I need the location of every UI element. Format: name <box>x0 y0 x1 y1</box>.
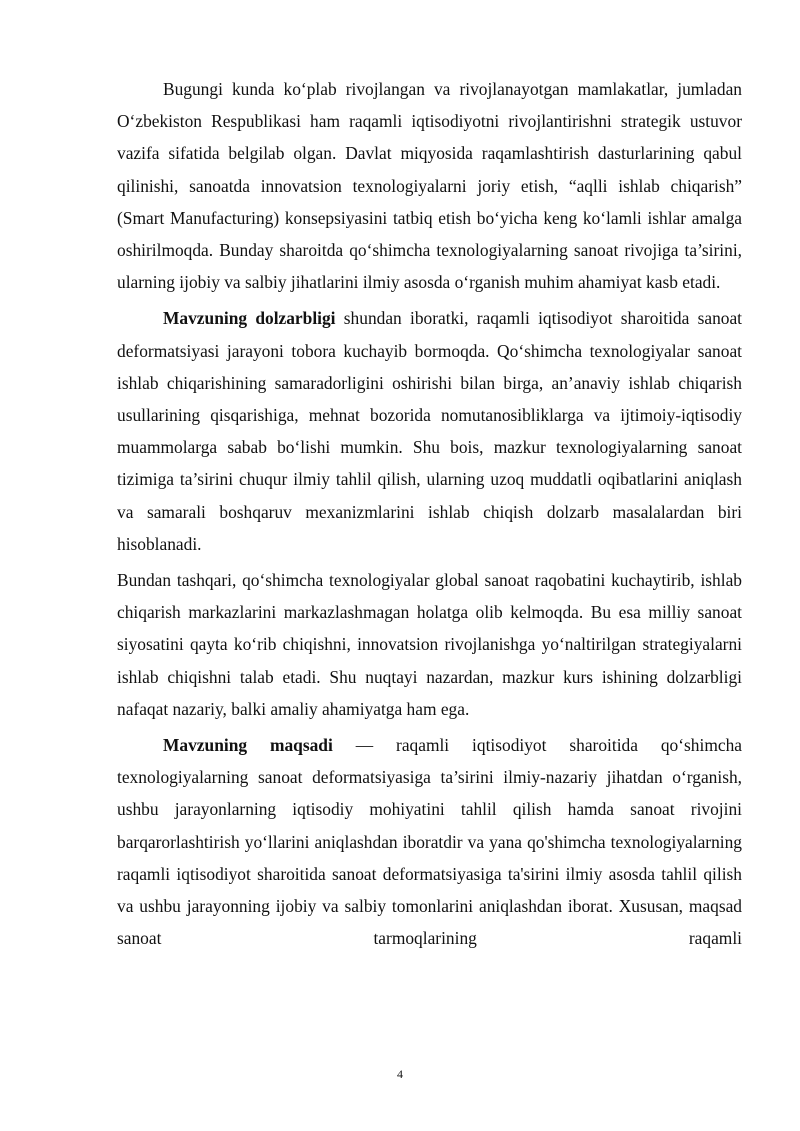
paragraph-intro-text: Bugungi kunda ko‘plab rivojlangan va rivojlanayotgan mamlakatlar, jumladan O‘zbekiston Respublikasi ham raqamli iqtisodiyotni rivojlantirishni strategik ustuvor vazifa sifatida belgilab olgan. Davlat miqyosida raqamlashtirish dasturlarining qabul qilinishi, sanoatda innovatsion texnologiyalarni joriy etish, “aqlli ishlab chiqarish” (Smart Manufacturing) konsepsiyasini tatbiq etish bo‘yicha keng ko‘lamli ishlar amalga oshirilmoqda. Bunday sharoitda qo‘shimcha texnologiyalarning sanoat rivojiga ta’sirini, ularning ijobiy va salbiy jihatlarini ilmiy asosda o‘rganish muhim ahamiyat kasb etadi. <box>117 79 742 293</box>
paragraph-relevance <box>117 302 742 560</box>
paragraph-intro <box>117 73 742 298</box>
paragraph-goal <box>117 729 742 954</box>
page-number: 4 <box>397 1067 403 1081</box>
paragraph-additional <box>117 564 742 725</box>
goal-heading: Mavzuning maqsadi <box>163 735 333 756</box>
body-text <box>117 73 742 954</box>
paragraph-additional-text: Bundan tashqari, qo‘shimcha texnologiyalar global sanoat raqobatini kuchaytirib, ishlab chiqarish markazlarini markazlashmagan holatga olib kelmoqda. Bu esa milliy sanoat siyosatini qayta ko‘rib chiqishni, innovatsion rivojlanishga yo‘naltirilgan strategiyalarni ishlab chiqishni talab etadi. Shu nuqtayi nazardan, mazkur kurs ishining dolzarbligi nafaqat nazariy, balki amaliy ahamiyatga ham ega. <box>117 570 742 719</box>
paragraph-relevance-text: shundan iboratki, raqamli iqtisodiyot sharoitida sanoat deformatsiyasi jarayoni tobora kuchayib bormoqda. Qo‘shimcha texnologiyalar sanoat ishlab chiqarishining samaradorligini oshirishi bilan birga, an’anaviy ishlab chiqarish usullarining qisqarishiga, mehnat bozorida nomutanosibliklarga va ijtimoiy-iqtisodiy muammolarga sabab bo‘lishi mumkin. Shu bois, mazkur texnologiyalarning sanoat tizimiga ta’sirini chuqur ilmiy tahlil qilish, ularning uzoq muddatli oqibatlarini aniqlash va samarali boshqaruv mexanizmlarini ishlab chiqish dolzarb masalalardan biri hisoblanadi. <box>117 308 743 554</box>
relevance-heading: Mavzuning dolzarbligi <box>163 308 336 329</box>
paragraph-goal-text: — raqamli iqtisodiyot sharoitida qo‘shimcha texnologiyalarning sanoat deformatsiyasiga ta’sirini ilmiy-nazariy jihatdan o‘rganish, ushbu jarayonlarning iqtisodiy mohiyatini tahlil qilish hamda sanoat rivojini barqarorlashtirish yo‘llarini aniqlashdan iboratdir va yana qo'shimcha texnologiyalarning raqamli iqtisodiyot sharoitida sanoat deformatsiyasiga ta'sirini ilmiy asosda tahlil qilish va ushbu jarayonning ijobiy va salbiy tomonlarini aniqlashdan iborat. Xususan, maqsad sanoat tarmoqlarining raqamli <box>117 735 742 949</box>
